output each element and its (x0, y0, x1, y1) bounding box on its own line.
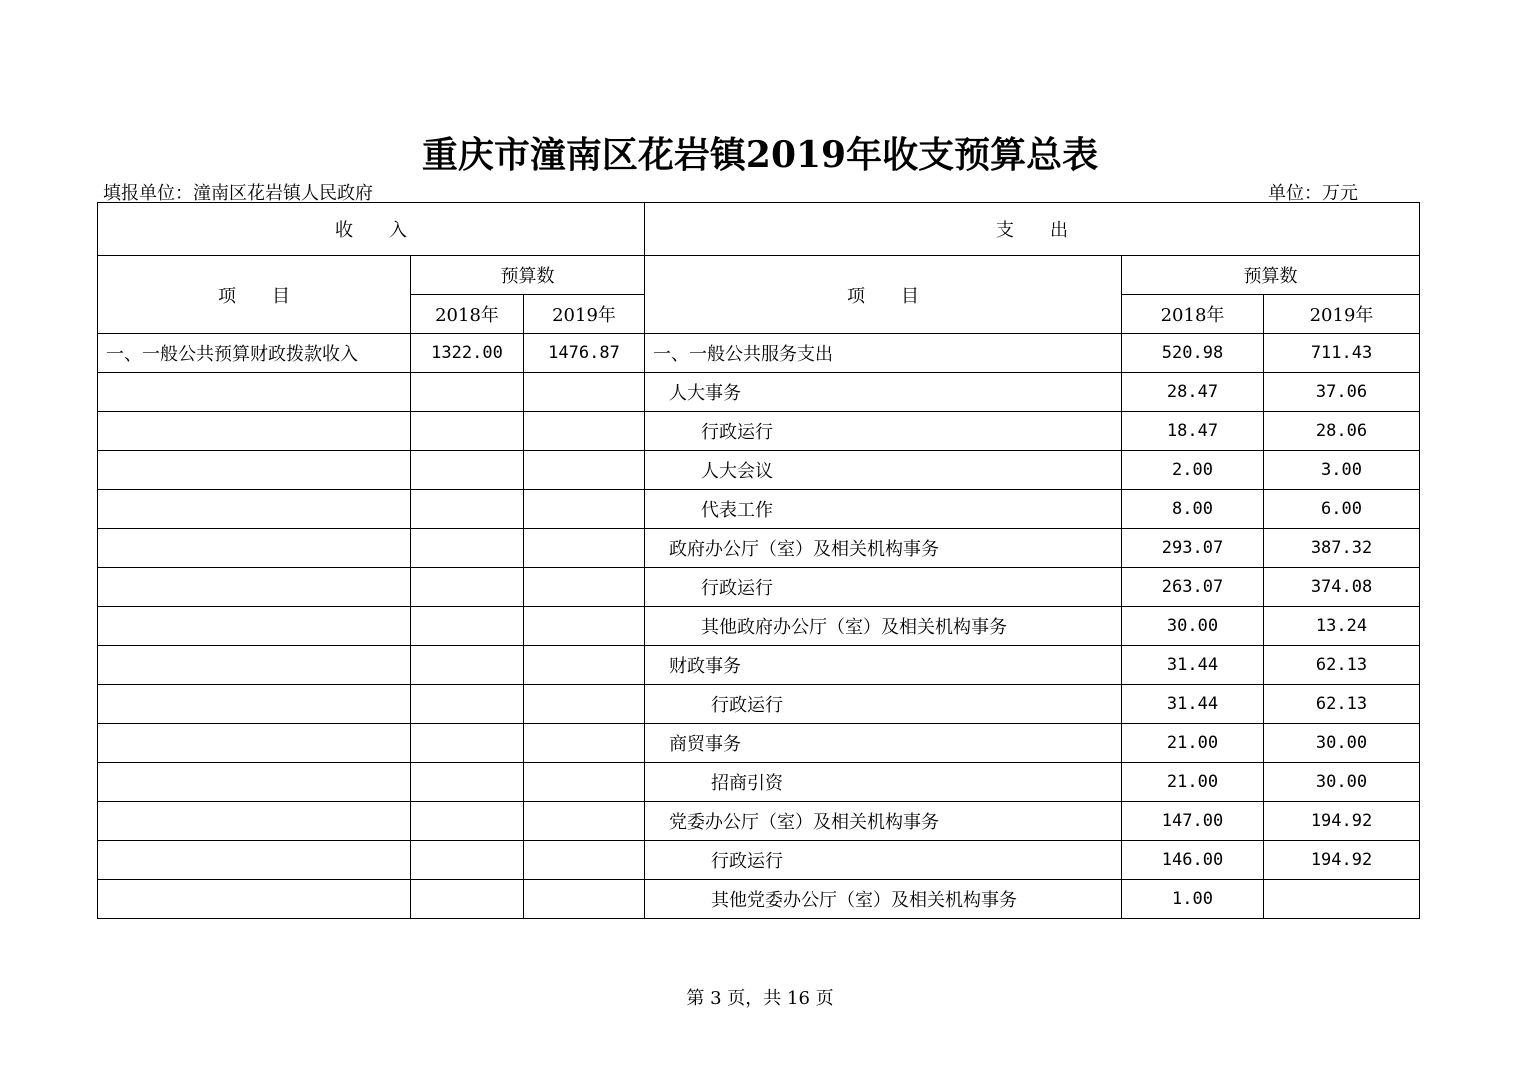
expense-2018-value: 146.00 (1122, 841, 1264, 880)
income-empty-cell (98, 412, 411, 451)
income-empty-cell (524, 568, 645, 607)
income-empty-cell (98, 607, 411, 646)
reporting-unit: 填报单位：潼南区花岩镇人民政府 (103, 183, 373, 204)
income-empty-cell (411, 451, 524, 490)
budget-table (97, 202, 1420, 919)
expense-item-header: 项 目 (645, 256, 1122, 334)
income-empty-cell (98, 646, 411, 685)
expense-item-label: 行政运行 (645, 412, 1122, 451)
expense-item-label: 人大事务 (645, 373, 1122, 412)
income-empty-cell (524, 373, 645, 412)
income-empty-cell (411, 529, 524, 568)
income-budget-header: 预算数 (411, 256, 645, 295)
expense-2019-value: 3.00 (1264, 451, 1420, 490)
income-empty-cell (524, 841, 645, 880)
page-title: 重庆市潼南区花岩镇2019年收支预算总表 (421, 134, 1099, 176)
expense-2018-value: 31.44 (1122, 685, 1264, 724)
income-empty-cell (524, 880, 645, 919)
expense-2018-value: 520.98 (1122, 334, 1264, 373)
income-empty-cell (98, 880, 411, 919)
table-row (98, 685, 1420, 724)
expense-item-label: 其他党委办公厅（室）及相关机构事务 (645, 880, 1122, 919)
expense-2019-value: 711.43 (1264, 334, 1420, 373)
income-empty-cell (98, 451, 411, 490)
expense-item-label: 行政运行 (645, 685, 1122, 724)
expense-2019-value (1264, 880, 1420, 919)
table-row (98, 334, 1420, 373)
expense-item-label: 商贸事务 (645, 724, 1122, 763)
expense-2018-value: 1.00 (1122, 880, 1264, 919)
expense-item-label: 一、一般公共服务支出 (645, 334, 1122, 373)
expense-item-label: 行政运行 (645, 568, 1122, 607)
income-item-header: 项 目 (98, 256, 411, 334)
expense-item-label: 财政事务 (645, 646, 1122, 685)
currency-unit: 单位：万元 (1268, 183, 1358, 204)
income-empty-cell (524, 451, 645, 490)
income-empty-cell (411, 607, 524, 646)
income-empty-cell (411, 568, 524, 607)
expense-2019-value: 37.06 (1264, 373, 1420, 412)
income-empty-cell (411, 685, 524, 724)
income-empty-cell (98, 568, 411, 607)
expense-2019-value: 194.92 (1264, 802, 1420, 841)
table-row (98, 529, 1420, 568)
expense-2019-value: 387.32 (1264, 529, 1420, 568)
expense-2019-value: 194.92 (1264, 841, 1420, 880)
income-empty-cell (524, 802, 645, 841)
table-row (98, 802, 1420, 841)
income-empty-cell (411, 802, 524, 841)
expense-2018-value: 293.07 (1122, 529, 1264, 568)
income-item-label: 一、一般公共预算财政拨款收入 (98, 334, 411, 373)
table-row (98, 451, 1420, 490)
table-row (98, 490, 1420, 529)
income-empty-cell (524, 490, 645, 529)
table-row (98, 880, 1420, 919)
expense-item-label: 其他政府办公厅（室）及相关机构事务 (645, 607, 1122, 646)
expense-2019-header: 2019年 (1264, 295, 1420, 334)
expense-2019-value: 30.00 (1264, 724, 1420, 763)
income-empty-cell (98, 685, 411, 724)
table-row (98, 724, 1420, 763)
expense-2018-value: 21.00 (1122, 724, 1264, 763)
income-empty-cell (524, 724, 645, 763)
income-empty-cell (411, 373, 524, 412)
expense-item-label: 招商引资 (645, 763, 1122, 802)
income-2019-header: 2019年 (524, 295, 645, 334)
column-header-row (98, 256, 1420, 295)
section-header-row (98, 203, 1420, 256)
income-empty-cell (98, 802, 411, 841)
income-2018-header: 2018年 (411, 295, 524, 334)
income-empty-cell (524, 607, 645, 646)
income-empty-cell (411, 490, 524, 529)
income-empty-cell (98, 529, 411, 568)
expense-2019-value: 28.06 (1264, 412, 1420, 451)
income-2018-value: 1322.00 (411, 334, 524, 373)
income-2019-value: 1476.87 (524, 334, 645, 373)
income-empty-cell (524, 412, 645, 451)
expense-2018-value: 21.00 (1122, 763, 1264, 802)
income-empty-cell (524, 685, 645, 724)
income-empty-cell (98, 841, 411, 880)
expense-2019-value: 13.24 (1264, 607, 1420, 646)
income-empty-cell (411, 724, 524, 763)
income-empty-cell (98, 763, 411, 802)
page-number: 第 3 页，共 16 页 (686, 988, 834, 1009)
expense-2018-value: 147.00 (1122, 802, 1264, 841)
expense-2019-value: 6.00 (1264, 490, 1420, 529)
income-empty-cell (98, 490, 411, 529)
table-row (98, 373, 1420, 412)
expense-item-label: 政府办公厅（室）及相关机构事务 (645, 529, 1122, 568)
expense-item-label: 代表工作 (645, 490, 1122, 529)
expense-item-label: 行政运行 (645, 841, 1122, 880)
income-empty-cell (524, 529, 645, 568)
expense-section-header: 支 出 (645, 203, 1420, 256)
expense-2019-value: 374.08 (1264, 568, 1420, 607)
income-empty-cell (411, 880, 524, 919)
table-row (98, 607, 1420, 646)
expense-2018-header: 2018年 (1122, 295, 1264, 334)
expense-budget-header: 预算数 (1122, 256, 1420, 295)
expense-2019-value: 62.13 (1264, 685, 1420, 724)
table-row (98, 763, 1420, 802)
expense-2018-value: 28.47 (1122, 373, 1264, 412)
income-empty-cell (411, 646, 524, 685)
expense-item-label: 人大会议 (645, 451, 1122, 490)
income-empty-cell (524, 763, 645, 802)
expense-2018-value: 8.00 (1122, 490, 1264, 529)
table-row (98, 841, 1420, 880)
expense-2018-value: 30.00 (1122, 607, 1264, 646)
income-empty-cell (98, 373, 411, 412)
income-empty-cell (411, 412, 524, 451)
table-row (98, 412, 1420, 451)
expense-2018-value: 31.44 (1122, 646, 1264, 685)
expense-2018-value: 2.00 (1122, 451, 1264, 490)
table-row (98, 568, 1420, 607)
income-empty-cell (524, 646, 645, 685)
expense-item-label: 党委办公厅（室）及相关机构事务 (645, 802, 1122, 841)
expense-2019-value: 30.00 (1264, 763, 1420, 802)
income-section-header: 收 入 (98, 203, 645, 256)
income-empty-cell (98, 724, 411, 763)
income-empty-cell (411, 841, 524, 880)
expense-2018-value: 18.47 (1122, 412, 1264, 451)
income-empty-cell (411, 763, 524, 802)
expense-2019-value: 62.13 (1264, 646, 1420, 685)
table-row (98, 646, 1420, 685)
expense-2018-value: 263.07 (1122, 568, 1264, 607)
